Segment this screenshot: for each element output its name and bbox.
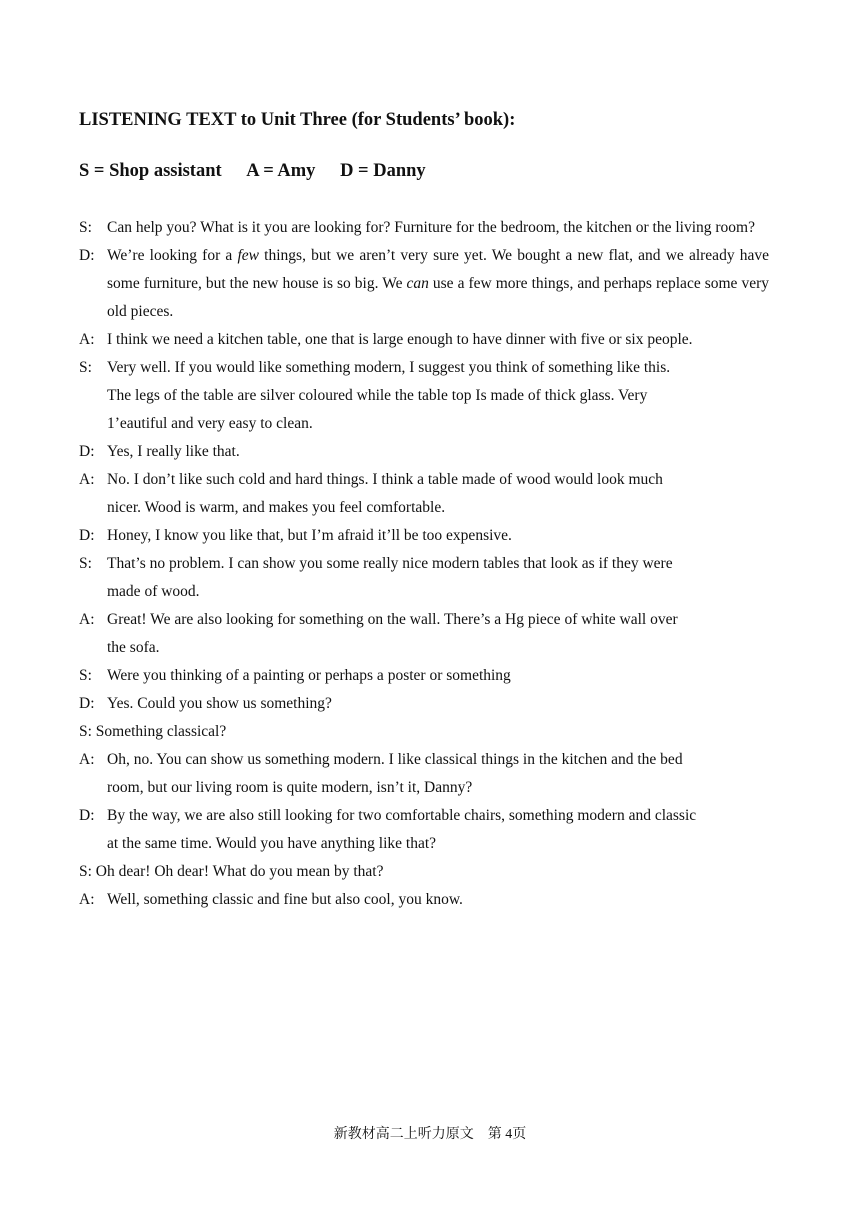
speaker-label: A:: [79, 891, 95, 908]
page-number: 第 4页: [487, 1127, 527, 1142]
speaker-label: D:: [79, 527, 95, 544]
speaker-label: A:: [79, 331, 95, 348]
legend-danny: D = Danny: [340, 161, 426, 181]
line-text: [107, 354, 769, 438]
dialogue-line: [79, 522, 769, 550]
line-text: Yes, I really like that.: [107, 443, 240, 460]
line-text: Well, something classic and fine but also cool, you know.: [107, 891, 463, 908]
speaker-label: D:: [79, 247, 95, 264]
speaker-label: A:: [79, 751, 95, 768]
line-text-row: Very well. If you would like something modern, I suggest you think of something like this.: [107, 359, 671, 376]
dialogue-line: [79, 354, 769, 438]
speaker-label: D:: [79, 807, 95, 824]
line-text: [107, 550, 769, 606]
line-text-row: Great! We are also looking for something on the wall. There’s a Hg piece of white wall over: [107, 611, 678, 628]
speaker-label: S:: [79, 219, 92, 236]
line-text: [107, 242, 769, 326]
dialogue-line: [79, 438, 769, 466]
line-text-row: room, but our living room is quite modern, isn’t it, Danny?: [107, 779, 473, 796]
speaker-label: A:: [79, 611, 95, 628]
line-text: [107, 802, 769, 858]
line-text: [107, 466, 769, 522]
line-text-row: No. I don’t like such cold and hard things. I think a table made of wood would look much: [107, 471, 663, 488]
dialogue-line: [79, 550, 769, 606]
page-title: LISTENING TEXT to Unit Three (for Students’ book):: [79, 110, 516, 130]
line-text: Yes. Could you show us something?: [107, 695, 332, 712]
line-text-row: made of wood.: [107, 583, 200, 600]
line-text: [107, 606, 769, 662]
legend-shop-assistant: S = Shop assistant: [79, 161, 222, 181]
line-text-row: That’s no problem. I can show you some really nice modern tables that look as if they were: [107, 555, 673, 572]
line-text: Can help you? What is it you are looking for? Furniture for the bedroom, the kitchen or the living room?: [107, 219, 755, 236]
speaker-legend: [79, 161, 426, 182]
line-text-row: The legs of the table are silver coloured while the table top Is made of thick glass. Very: [107, 387, 648, 404]
dialogue-line: S: Something classical?: [79, 723, 227, 740]
line-text-row: at the same time. Would you have anything like that?: [107, 835, 437, 852]
dialogue-line: [79, 214, 769, 242]
speaker-label: S:: [79, 359, 92, 376]
line-text-row: By the way, we are also still looking for two comfortable chairs, something modern and classic: [107, 807, 697, 824]
speaker-label: A:: [79, 471, 95, 488]
line-text-part: use a few more things, and perhaps replace some very old pieces.: [107, 275, 769, 320]
speaker-label: S:: [79, 555, 92, 572]
page-footer: [0, 1123, 860, 1143]
legend-amy: A = Amy: [246, 161, 316, 181]
emphasis-few: few: [237, 247, 259, 264]
line-text-part: things, but we aren’t very sure yet. We bought a new flat, and we already have some furniture, but the new house is so big. We: [107, 247, 769, 292]
dialogue-line: [79, 606, 769, 662]
line-text: I think we need a kitchen table, one that is large enough to have dinner with five or six people.: [107, 331, 693, 348]
dialogue-line: [79, 242, 769, 326]
dialogue-line: [79, 746, 769, 802]
speaker-label: S:: [79, 667, 92, 684]
footer-source: 新教材高二上听力原文: [333, 1127, 474, 1142]
line-text-row: 1’eautiful and very easy to clean.: [107, 415, 313, 432]
dialogue-line: [79, 326, 769, 354]
dialogue-line: [79, 466, 769, 522]
dialogue-line: [79, 690, 769, 718]
line-text-row: the sofa.: [107, 639, 160, 656]
speaker-label: D:: [79, 443, 95, 460]
speaker-label: D:: [79, 695, 95, 712]
line-text-row: Oh, no. You can show us something modern. I like classical things in the kitchen and the bed: [107, 751, 683, 768]
dialogue-line: S: Oh dear! Oh dear! What do you mean by that?: [79, 863, 384, 880]
line-text: [107, 746, 769, 802]
line-text-row: nicer. Wood is warm, and makes you feel comfortable.: [107, 499, 446, 516]
dialogue-line: [79, 802, 769, 858]
line-text-part: We’re looking for a: [107, 247, 238, 264]
line-text: Honey, I know you like that, but I’m afraid it’ll be too expensive.: [107, 527, 512, 544]
dialogue-transcript: [79, 214, 769, 914]
dialogue-line: [79, 662, 769, 690]
line-text: Were you thinking of a painting or perhaps a poster or something: [107, 667, 511, 684]
dialogue-line: [79, 886, 769, 914]
emphasis-can: can: [406, 275, 429, 292]
